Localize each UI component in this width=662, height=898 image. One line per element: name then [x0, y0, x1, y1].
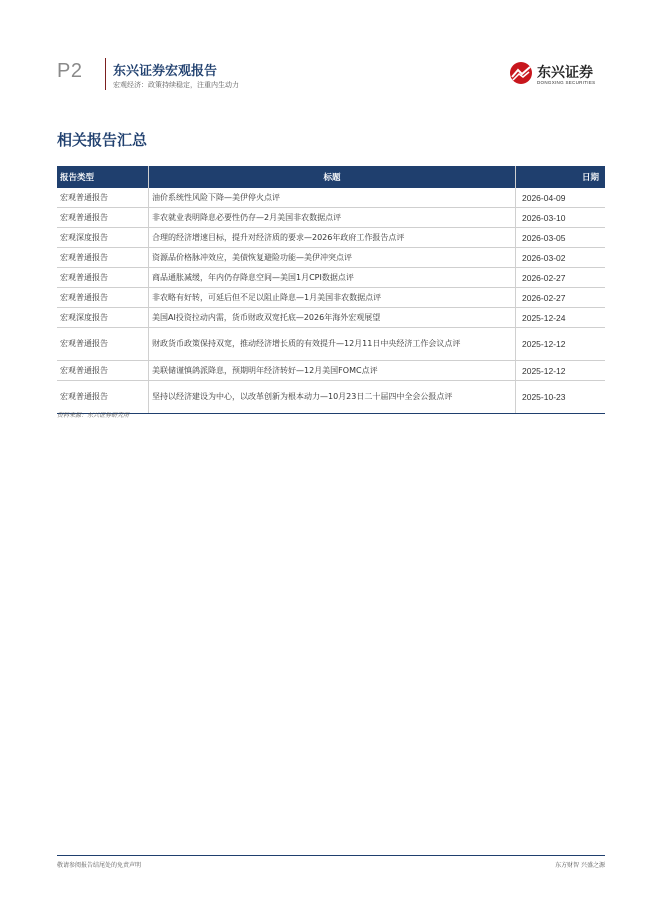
report-date-cell: 2026-02-27 — [516, 268, 606, 288]
report-series-title: 东兴证券宏观报告 — [113, 64, 218, 79]
column-header-type: 报告类型 — [57, 166, 149, 188]
report-type-cell: 宏观深度报告 — [57, 308, 149, 328]
logo-name-en: DONGXING SECURITIES — [537, 80, 596, 85]
table-header-row — [57, 166, 605, 188]
report-title-cell: 资源品价格脉冲效应，美债恢复避险功能—美伊冲突点评 — [149, 248, 516, 268]
report-date-cell: 2025-12-12 — [516, 361, 606, 381]
column-header-date: 日期 — [516, 166, 606, 188]
report-type-cell: 宏观普通报告 — [57, 188, 149, 208]
report-date-cell: 2026-03-10 — [516, 208, 606, 228]
report-title-cell: 非农就业表明降息必要性仍存—2月美国非农数据点评 — [149, 208, 516, 228]
footer-disclaimer: 敬请参阅报告结尾处的免责声明 — [57, 862, 142, 869]
table-row — [57, 188, 605, 208]
report-type-cell: 宏观普通报告 — [57, 328, 149, 361]
table-row — [57, 208, 605, 228]
related-reports-table — [57, 166, 605, 414]
section-title: 相关报告汇总 — [57, 131, 148, 149]
report-type-cell: 宏观普通报告 — [57, 268, 149, 288]
report-title-cell: 合理的经济增速目标，提升对经济质的要求—2026年政府工作报告点评 — [149, 228, 516, 248]
report-title-cell: 财政货币政策保持双宽，推动经济增长质的有效提升—12月11日中央经济工作会议点评 — [149, 328, 516, 361]
report-type-cell: 宏观普通报告 — [57, 248, 149, 268]
table-row — [57, 361, 605, 381]
report-date-cell: 2025-12-24 — [516, 308, 606, 328]
footer-slogan: 东方财智 兴盛之源 — [555, 862, 605, 869]
table-row — [57, 228, 605, 248]
report-date-cell: 2026-04-09 — [516, 188, 606, 208]
report-type-cell: 宏观普通报告 — [57, 381, 149, 414]
report-title-cell: 坚持以经济建设为中心，以改革创新为根本动力—10月23日二十届四中全会公报点评 — [149, 381, 516, 414]
column-header-title: 标题 — [149, 166, 516, 188]
report-date-cell: 2026-02-27 — [516, 288, 606, 308]
report-date-cell: 2025-12-12 — [516, 328, 606, 361]
report-date-cell: 2025-10-23 — [516, 381, 606, 414]
report-title-cell: 非农略有好转，可延后但不足以阻止降息—1月美国非农数据点评 — [149, 288, 516, 308]
table-row — [57, 308, 605, 328]
page-number: P2 — [57, 60, 83, 82]
table-row — [57, 288, 605, 308]
table-row — [57, 381, 605, 414]
report-type-cell: 宏观深度报告 — [57, 228, 149, 248]
report-subtitle: 宏观经济：政策持续稳定，注重内生动力 — [113, 81, 239, 89]
source-note: 资料来源：东兴证券研究所 — [57, 412, 130, 419]
table-row — [57, 328, 605, 361]
table-row — [57, 268, 605, 288]
report-type-cell: 宏观普通报告 — [57, 208, 149, 228]
logo-name-cn: 东兴证券 — [537, 65, 593, 81]
footer-divider — [57, 855, 605, 856]
company-logo — [509, 61, 609, 91]
logo-mark-icon — [509, 61, 533, 85]
report-type-cell: 宏观普通报告 — [57, 361, 149, 381]
report-date-cell: 2026-03-02 — [516, 248, 606, 268]
table-row — [57, 248, 605, 268]
header-divider — [105, 58, 106, 90]
report-date-cell: 2026-03-05 — [516, 228, 606, 248]
report-type-cell: 宏观普通报告 — [57, 288, 149, 308]
report-title-cell: 美联储谨慎鸽派降息，预期明年经济转好—12月美国FOMC点评 — [149, 361, 516, 381]
report-title-cell: 商品通胀减缓，年内仍存降息空间—美国1月CPI数据点评 — [149, 268, 516, 288]
report-title-cell: 油价系统性风险下降—美伊停火点评 — [149, 188, 516, 208]
report-title-cell: 美国AI投资拉动内需，货币财政双宽托底—2026年海外宏观展望 — [149, 308, 516, 328]
